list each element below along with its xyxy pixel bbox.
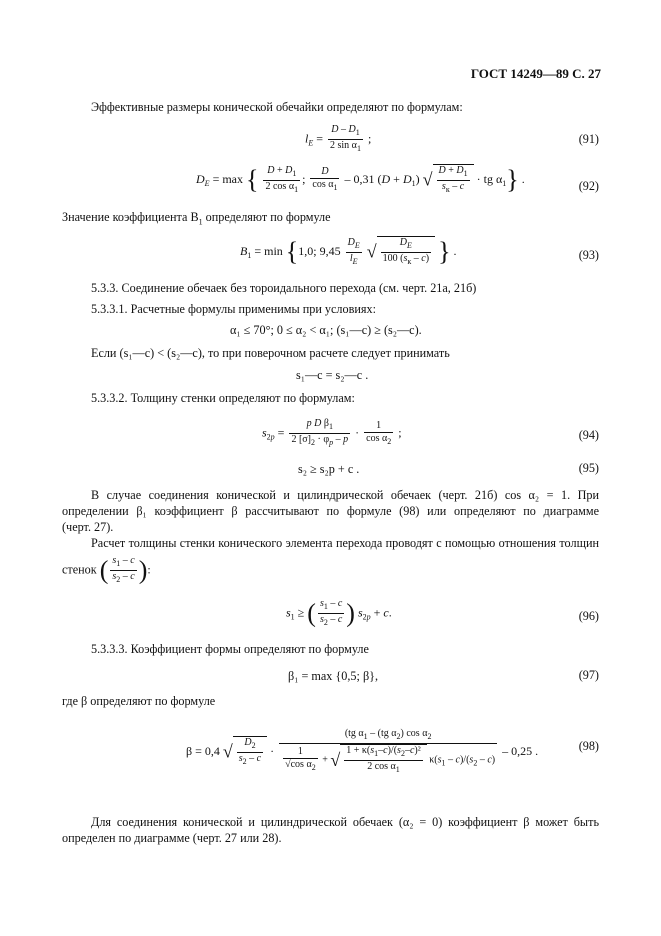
paragraph-diagram-line1: Для соединения конической и цилиндрической обечаек (α₂ = 0) коэффициент β может быть — [91, 815, 599, 829]
paragraph-effective-sizes: Эффективные размеры конической обечайки определяют по формулам: — [91, 100, 463, 114]
section-5-3-3: 5.3.3. Соединение обечаек без тороидального перехода (см. черт. 21а, 21б) — [91, 281, 477, 295]
formula-97: β₁ = max {0,5; β}, — [288, 669, 379, 683]
walls-ratio-expression: стенок ( $\frac{s_1 - c}{s_2 - c}$ ): — [62, 555, 151, 585]
equation-number-94: (94) — [578, 428, 599, 442]
equation-number-95: (95) — [578, 461, 599, 475]
paragraph-diagram-line2: определен по диаграмме (черт. 27 или 28). — [62, 831, 282, 845]
formula-92: $D_E = \max$ { $\frac{D + D_1}{2 \cos \alpha_1}$ ; $\frac{D}{\cos \alpha_1}$ – 0,31 $(D + D_1)$ √ $\frac{D + D_1}{s_к - c}$ · tg $\alpha_1$} . — [196, 164, 525, 194]
formula-95: s₂ ≥ s₂p + c . — [298, 462, 360, 476]
conditions-formula: α₁ ≤ 70°; 0 ≤ α₂ < α₁; (s₁—c) ≥ (s₂—c). — [230, 323, 422, 337]
formula-96: $s_1$ ≥ ( $\frac{s_1 - c}{s_2 - c}$ ) $s_{2p} + c$. — [286, 598, 392, 628]
section-5-3-3-3: 5.3.3.3. Коэффициент формы определяют по формуле — [91, 642, 369, 656]
section-5-3-3-1: 5.3.3.1. Расчетные формулы применимы при условиях: — [91, 302, 376, 316]
paragraph-cylindrical-case-line1: В случае соединения конической и цилиндрической обечаек (черт. 21б) cos α₂ = 1. При — [91, 488, 599, 502]
formula-91: $l_E$ = $\frac{D - D_1}{2 \sin \alpha_1}$ ; — [305, 124, 372, 153]
section-5-3-3-2: 5.3.3.2. Толщину стенки определяют по формулам: — [91, 391, 355, 405]
equation-number-92: (92) — [578, 179, 599, 193]
equation-number-96: (96) — [578, 609, 599, 623]
paragraph-cylindrical-case-line3: (черт. 27). — [62, 520, 114, 534]
paragraph-thickness-calc: Расчет толщины стенки конического элемента перехода проводят с помощью отношения толщин — [91, 536, 599, 550]
paragraph-beta-formula: где β определяют по формуле — [62, 694, 216, 708]
formula-93: $B_1 = \min \{1,0$; 9,45 $\frac{D_E}{l_E}$ √ $\frac{D_E}{100 (s_к - c)}$ } . — [240, 236, 457, 266]
equation-number-98: (98) — [578, 739, 599, 753]
paragraph-cylindrical-case-line2: определении β₁ коэффициент β рассчитывают по формуле (98) или определяют по диаграмме — [62, 504, 599, 518]
page-header: ГОСТ 14249—89 С. 27 — [470, 66, 601, 81]
equation-number-97: (97) — [578, 668, 599, 682]
formula-98: β = 0,4 √ $\frac{D_2}{s_2 - c}$ · (tg $\alpha_1 - (tg$ $\alpha_2$) $\cos \alpha_2$ $\frac{1}{√\cos \alpha_2}$ + √ $\frac{1 + \kappa(s_1-c)/(s_2-c)^2}{2 \cos \alpha_1}$ $\kappa(s_1 - c)/(s_2 - c)$ – 0,25 . — [186, 728, 539, 774]
paragraph-if-condition: Если (s₁—c) < (s₂—c), то при поверочном расчете следует принимать — [91, 346, 450, 360]
equation-number-93: (93) — [578, 248, 599, 262]
paragraph-b1-coefficient: Значение коэффициента $B_1$ определяют по формуле — [62, 210, 331, 227]
formula-94: $s_{2p}$ = $\frac{p D \beta_1}{2 [\sigma]_2 \cdot \varphi_p - p}$ · $\frac{1}{\cos \alpha_2}$ ; — [262, 418, 402, 447]
equation-number-91: (91) — [578, 132, 599, 146]
formula-s1-equals-s2: s₁—c = s₂—c . — [296, 368, 369, 382]
